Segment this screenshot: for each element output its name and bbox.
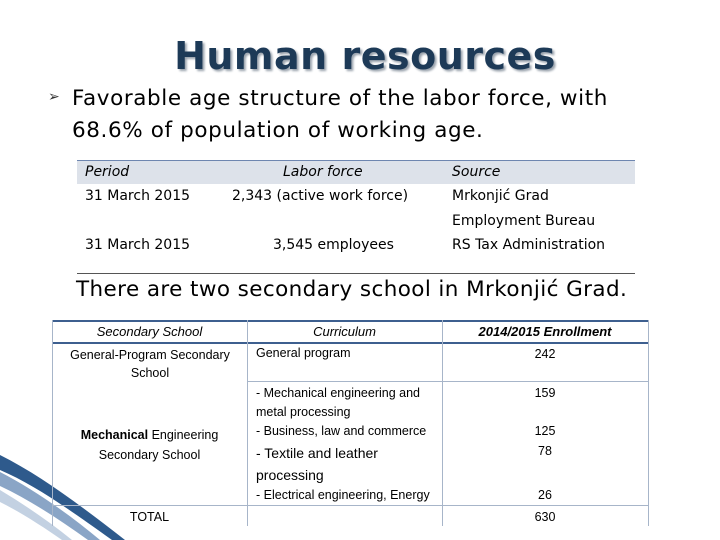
school-name-general: General-Program Secondary School [70, 348, 230, 380]
page-title: Human resources [174, 34, 556, 78]
labor-force-cell: 2,343 (active work force) [232, 188, 409, 204]
curriculum-cell: - Mechanical engineering and metal processing [256, 386, 420, 419]
column-divider [247, 320, 248, 526]
secondary-school-table [52, 320, 648, 526]
curriculum-cell: - Textile and leather processing [256, 445, 378, 483]
school-name-mechanical-line2: Secondary School [98, 448, 201, 462]
header-secondary-school: Secondary School [96, 324, 203, 339]
header-enrollment: 2014/2015 Enrollment [478, 324, 612, 339]
row-divider [52, 505, 648, 506]
column-divider [52, 320, 53, 526]
school-name-mechanical [52, 428, 247, 442]
school-name-rest: Engineering [148, 428, 219, 442]
school-name-bold: Mechanical [80, 428, 149, 442]
enrollment-cell: 26 [538, 488, 552, 502]
enrollment-cell: 159 [534, 386, 556, 400]
total-value: 630 [534, 510, 556, 524]
column-divider [648, 320, 649, 526]
labor-table-header [77, 160, 635, 184]
enrollment-cell: 242 [534, 347, 556, 361]
table-bottom-rule [77, 273, 635, 274]
header-source: Source [452, 164, 501, 180]
curriculum-cell: General program [256, 346, 351, 360]
header-rule [52, 342, 648, 344]
enrollment-cell: 78 [538, 444, 552, 458]
row-divider [247, 381, 648, 382]
bullet-arrow-icon: ➢ [48, 89, 60, 105]
header-period: Period [85, 164, 130, 180]
source-cell: Mrkonjić Grad [452, 188, 549, 204]
table-top-rule [52, 320, 648, 322]
labor-force-cell: 3,545 employees [273, 237, 394, 253]
curriculum-cell: - Electrical engineering, Energy [256, 488, 430, 502]
source-cell: RS Tax Administration [452, 237, 606, 253]
source-cell-line2: Employment Bureau [452, 213, 596, 229]
header-labor-force: Labor force [283, 164, 363, 180]
enrollment-cell: 125 [534, 424, 556, 438]
period-cell: 31 March 2015 [85, 188, 191, 204]
curriculum-cell: - Business, law and commerce [256, 424, 427, 438]
bullet-text: Favorable age structure of the labor force, with 68.6% of population of working age. [72, 86, 608, 143]
period-cell: 31 March 2015 [85, 237, 191, 253]
schools-sentence: There are two secondary school in Mrkonjić Grad. [76, 277, 628, 302]
header-curriculum: Curriculum [313, 324, 376, 339]
total-label: TOTAL [129, 510, 170, 524]
